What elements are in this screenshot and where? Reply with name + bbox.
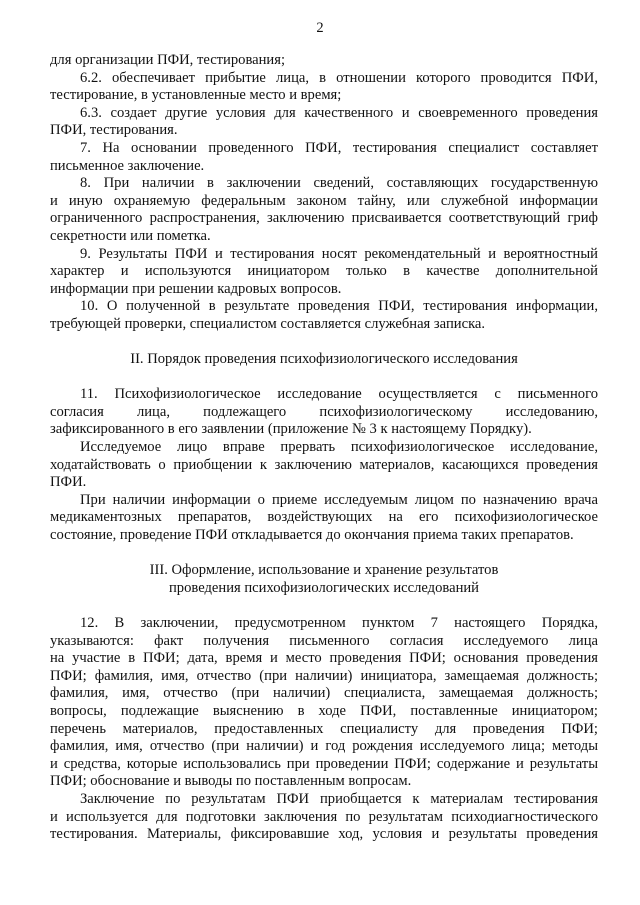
paragraph — [50, 791, 598, 844]
blank-line — [50, 545, 598, 563]
blank-line — [50, 334, 598, 352]
text-line: При наличии информации о приеме исследуемым лицом по назначению врача — [80, 491, 598, 508]
text-line: на участие в ПФИ; дата, время и место проведения ПФИ; основания проведения — [50, 650, 598, 667]
text-line: и используется для подготовки заключения по результатам психодиагностического — [50, 808, 598, 825]
text-line: требующей проверки, специалистом составляется служебная записка. — [50, 315, 486, 332]
paragraph — [50, 386, 598, 439]
section-heading — [50, 562, 598, 597]
text-line: тестирование, в установленные место и время; — [50, 87, 342, 104]
text-line: и иную охраняемую федеральным законом тайну, или служебной информации — [50, 192, 598, 209]
text-line: состояние, проведение ПФИ откладывается до окончания приема таких препаратов. — [50, 527, 574, 544]
text-line: зафиксированного в его заявлении (приложение № 3 к настоящему Порядку). — [50, 421, 532, 438]
text-line: ПФИ; фамилия, имя, отчество (при наличии) инициатора, замещаемая должность; — [50, 667, 598, 684]
blank-line — [50, 369, 598, 387]
paragraph — [50, 70, 598, 105]
text-line: фамилия, имя, отчество (при наличии) и год рождения исследуемого лица; методы — [50, 738, 598, 755]
text-line: 7. На основании проведенного ПФИ, тестирования специалист составляет — [80, 139, 598, 156]
text-line: секретности или пометка. — [50, 227, 211, 244]
text-line: ходатайствовать о приобщении к заключению материалов, касающихся проведения — [50, 456, 598, 473]
heading-line: III. Оформление, использование и хранение результатов — [149, 562, 499, 579]
paragraph — [50, 439, 598, 492]
paragraph — [50, 140, 598, 175]
paragraph — [50, 492, 598, 545]
heading-line: проведения психофизиологических исследований — [169, 579, 479, 596]
paragraph — [50, 298, 598, 333]
text-line: информации при решении кадровых вопросов. — [50, 280, 342, 297]
text-line: 6.2. обеспечивает прибытие лица, в отношении которого проводится ПФИ, — [80, 69, 598, 86]
document-body — [50, 52, 598, 844]
text-line: 8. При наличии в заключении сведений, составляющих государственную — [80, 175, 598, 192]
paragraph — [50, 52, 598, 70]
heading-line: II. Порядок проведения психофизиологического исследования — [130, 351, 518, 368]
text-line: Заключение по результатам ПФИ приобщается к материалам тестирования — [80, 790, 598, 807]
text-line: 9. Результаты ПФИ и тестирования носят рекомендательный и вероятностный — [80, 245, 598, 262]
paragraph — [50, 105, 598, 140]
text-line: ПФИ. — [50, 474, 87, 491]
text-line: ПФИ; обоснование и выводы по поставленным вопросам. — [50, 773, 412, 790]
text-line: медикаментозных препаратов, воздействующих на его психофизиологическое — [50, 509, 598, 526]
page-number: 2 — [316, 20, 324, 36]
text-line: и средства, которые использовались при проведении ПФИ; содержание и результаты — [50, 755, 598, 772]
paragraph — [50, 615, 598, 791]
text-line: для организации ПФИ, тестирования; — [50, 52, 286, 68]
text-line: характер и используются инициатором только в качестве дополнительной — [50, 263, 598, 280]
text-line: Исследуемое лицо вправе прервать психофизиологическое исследование, — [80, 439, 598, 456]
paragraph — [50, 246, 598, 299]
text-line: ограниченного распространения, заключению присваивается соответствующий гриф — [50, 210, 598, 227]
text-line: 6.3. создает другие условия для качественного и своевременного проведения — [80, 104, 598, 121]
text-line: письменное заключение. — [50, 157, 205, 174]
section-heading — [50, 351, 598, 369]
text-line: указываются: факт получения письменного согласия исследуемого лица — [50, 632, 598, 649]
text-line: тестирования. Материалы, фиксировавшие ход, условия и результаты проведения — [50, 826, 598, 843]
text-line: 12. В заключении, предусмотренном пунктом 7 настоящего Порядка, — [80, 615, 598, 631]
text-line: перечень материалов, предоставленных специалисту для проведения ПФИ; — [50, 720, 598, 737]
text-line: согласия лица, подлежащего психофизиологическому исследованию, — [50, 403, 598, 420]
text-line: фамилия, имя, отчество (при наличии) специалиста, замещаемая должность; — [50, 685, 598, 702]
paragraph — [50, 175, 598, 245]
text-line: 10. О полученной в результате проведения ПФИ, тестирования информации, — [80, 298, 598, 315]
text-line: ПФИ, тестирования. — [50, 122, 178, 139]
text-line: вопросы, подлежащие выяснению в ходе ПФИ, поставленные инициатором; — [50, 702, 598, 719]
blank-line — [50, 597, 598, 615]
text-line: 11. Психофизиологическое исследование осуществляется с письменного — [80, 386, 598, 403]
